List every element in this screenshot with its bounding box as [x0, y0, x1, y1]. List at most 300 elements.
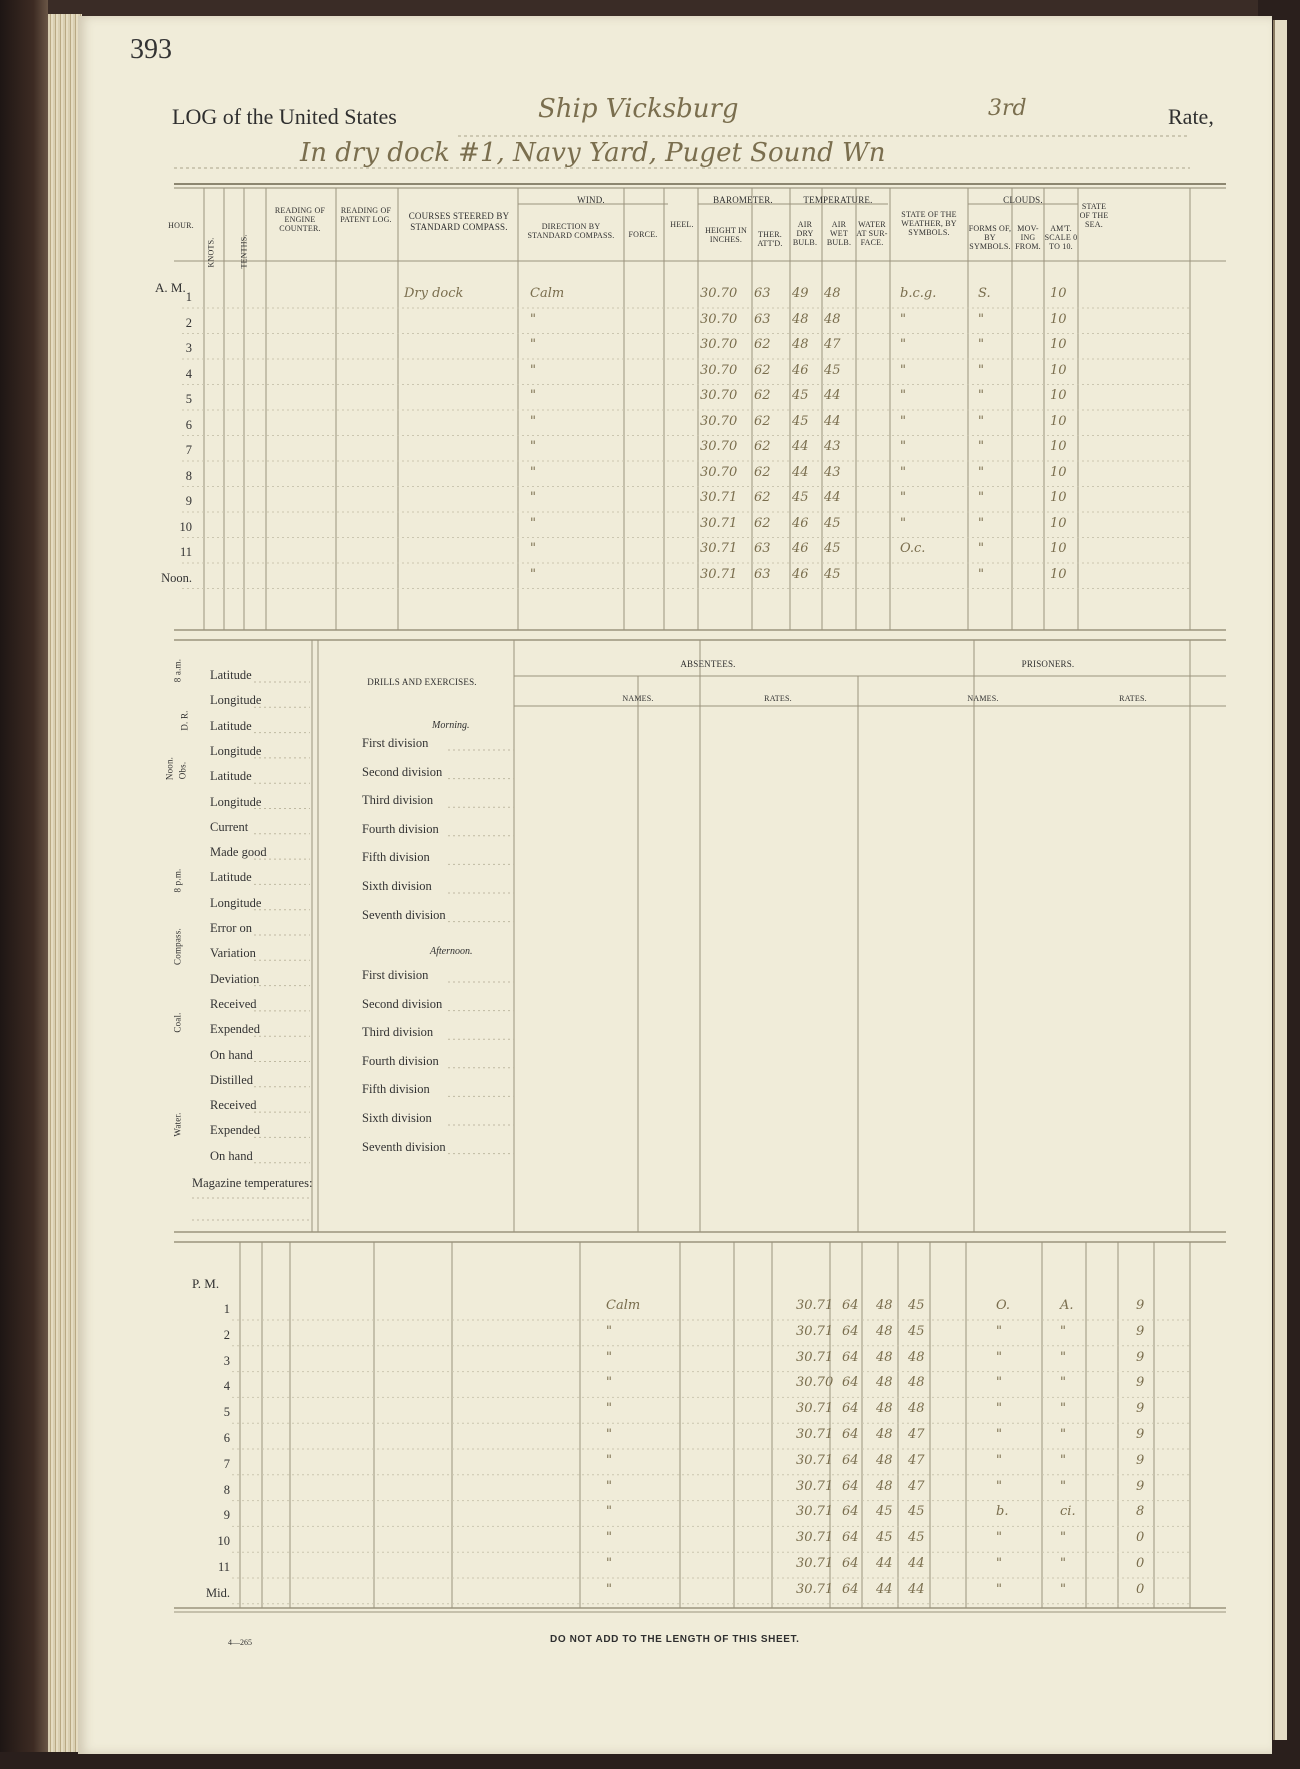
am-baro-ther: 63: [754, 541, 771, 556]
am-baro-ther: 62: [754, 362, 771, 378]
pm-cloud-forms: ": [1060, 1478, 1066, 1494]
pm-baro-height: 30.71: [796, 1452, 834, 1468]
am-air-dry: 46: [792, 362, 809, 378]
nav-label: Latitude: [210, 870, 252, 885]
pm-cloud-amount: 9: [1136, 1323, 1145, 1339]
pm-air-dry: 48: [876, 1375, 893, 1391]
pm-wind: ": [606, 1530, 612, 1546]
am-baro-ther: 63: [754, 311, 771, 327]
pm-baro-height: 30.71: [796, 1478, 834, 1494]
am-cloud-forms: ": [978, 311, 984, 327]
am-wind: Calm: [530, 286, 565, 301]
am-cloud-forms: ": [978, 515, 984, 531]
am-weather: ": [900, 439, 906, 454]
pm-wind: Calm: [606, 1298, 641, 1313]
pm-weather: ": [996, 1530, 1002, 1546]
am-cloud-amount: 10: [1050, 388, 1067, 403]
group-obs: Obs.: [177, 761, 188, 780]
pm-air-dry: 45: [876, 1504, 893, 1520]
am-weather: ": [900, 413, 906, 429]
am-baro-height: 30.70: [700, 337, 738, 352]
am-cloud-forms: ": [978, 413, 984, 429]
log-title: LOG of the United States: [172, 104, 397, 129]
pm-baro-ther: 64: [842, 1401, 859, 1417]
pm-hour: 3: [223, 1353, 230, 1368]
col-patent-log: READING OF PATENT LOG.: [340, 206, 392, 224]
morning-division: Fourth division: [362, 821, 439, 836]
pm-air-wet: 47: [908, 1478, 925, 1494]
pm-wind: ": [606, 1427, 612, 1442]
pm-cloud-amount: 9: [1136, 1427, 1145, 1442]
col-courses: COURSES STEERED BY STANDARD COMPASS.: [408, 211, 510, 232]
am-baro-ther: 62: [754, 490, 771, 505]
am-baro-height: 30.71: [700, 490, 738, 505]
pm-baro-ther: 64: [842, 1323, 859, 1339]
col-engine-counter: READING OF ENGINE COUNTER.: [274, 206, 326, 233]
absentees-header: ABSENTEES.: [680, 659, 736, 669]
am-baro-height: 30.70: [700, 311, 738, 327]
am-cloud-amount: 10: [1050, 286, 1067, 301]
pm-wind: ": [606, 1452, 612, 1468]
am-air-dry: 45: [792, 490, 809, 505]
am-air-wet: 44: [824, 413, 841, 429]
am-cloud-forms: S.: [978, 286, 991, 301]
pm-baro-ther: 64: [842, 1349, 859, 1365]
pm-baro-height: 30.71: [796, 1556, 834, 1571]
pm-baro-ther: 64: [842, 1504, 859, 1520]
col-clouds: CLOUDS.: [1003, 195, 1043, 205]
am-air-wet: 44: [824, 490, 841, 505]
pm-weather: ": [996, 1375, 1002, 1391]
pm-wind: ": [606, 1375, 612, 1391]
am-baro-height: 30.70: [700, 413, 738, 429]
am-cloud-amount: 10: [1050, 311, 1067, 327]
col-air-wet: AIR WET BULB.: [826, 220, 852, 247]
am-air-wet: 43: [824, 464, 841, 480]
pm-air-dry: 48: [876, 1298, 893, 1313]
prisoners-rates: RATES.: [1119, 694, 1147, 703]
log-sheet: [78, 16, 1272, 1754]
am-baro-height: 30.70: [700, 464, 738, 480]
am-hour: 4: [185, 366, 192, 381]
pm-baro-height: 30.70: [796, 1375, 834, 1391]
morning-division: First division: [362, 736, 429, 750]
pm-cloud-amount: 9: [1136, 1478, 1145, 1494]
nav-label: On hand: [210, 1148, 253, 1163]
am-baro-ther: 62: [754, 337, 771, 352]
am-baro-ther: 63: [754, 286, 771, 301]
pm-cloud-forms: ": [1060, 1349, 1066, 1365]
am-air-wet: 45: [824, 362, 841, 378]
am-baro-height: 30.70: [700, 362, 738, 378]
pm-air-wet: 44: [908, 1556, 925, 1571]
pm-air-wet: 44: [908, 1581, 925, 1597]
pm-baro-height: 30.71: [796, 1581, 834, 1597]
morning-division: Second division: [362, 764, 443, 779]
am-wind: ": [530, 388, 536, 403]
am-wind: ": [530, 464, 536, 480]
am-weather: ": [900, 490, 906, 505]
am-cloud-forms: ": [978, 337, 984, 352]
group-compass: Compass.: [172, 928, 183, 965]
nav-label: Received: [210, 996, 257, 1011]
col-wind-direction: DIRECTION BY STANDARD COMPASS.: [527, 222, 615, 240]
am-cloud-forms: ": [978, 388, 984, 403]
pm-weather: O.: [996, 1298, 1011, 1313]
col-baro-height: HEIGHT IN INCHES.: [705, 226, 747, 244]
nav-label: Latitude: [210, 718, 252, 733]
pm-air-dry: 48: [876, 1452, 893, 1468]
pm-hour: 10: [217, 1534, 230, 1549]
magazine-temperatures: Magazine temperatures:: [192, 1176, 313, 1190]
afternoon-division: Third division: [362, 1025, 434, 1040]
nav-label: Longitude: [210, 895, 262, 910]
pm-wind: ": [606, 1401, 612, 1417]
pm-cloud-forms: ": [1060, 1581, 1066, 1597]
col-knots: KNOTS.: [206, 237, 216, 268]
bottom-background: [0, 1752, 1300, 1769]
col-cloud-amount: AM'T. SCALE 0 TO 10.: [1044, 224, 1078, 251]
am-baro-height: 30.70: [700, 286, 738, 301]
pm-baro-ther: 64: [842, 1298, 859, 1313]
am-baro-height: 30.71: [700, 515, 738, 531]
am-cloud-amount: 10: [1050, 439, 1067, 454]
pm-air-dry: 48: [876, 1349, 893, 1365]
pm-cloud-forms: ": [1060, 1530, 1066, 1546]
am-air-dry: 48: [792, 311, 809, 327]
nav-label: Variation: [210, 946, 256, 961]
pm-baro-ther: 64: [842, 1427, 859, 1442]
col-cloud-forms: FORMS OF, BY SYMBOLS.: [968, 224, 1012, 251]
am-weather: ": [900, 388, 906, 403]
group-water: Water.: [172, 1112, 183, 1137]
pm-air-dry: 48: [876, 1478, 893, 1494]
pm-baro-height: 30.71: [796, 1530, 834, 1546]
pm-air-wet: 45: [908, 1530, 925, 1546]
prisoners-names: NAMES.: [967, 694, 999, 703]
pm-weather: ": [996, 1349, 1002, 1365]
am-hour: 3: [185, 341, 192, 355]
pm-air-wet: 47: [908, 1427, 925, 1442]
morning-label: Morning.: [432, 720, 470, 731]
rate-label: Rate,: [1168, 104, 1214, 129]
pm-wind: ": [606, 1478, 612, 1494]
morning-division: Seventh division: [362, 907, 446, 922]
am-cloud-amount: 10: [1050, 362, 1067, 378]
pm-hour: Mid.: [206, 1585, 230, 1600]
pm-hour: 2: [223, 1327, 230, 1342]
pm-baro-height: 30.71: [796, 1298, 834, 1313]
pm-air-dry: 44: [876, 1556, 893, 1571]
col-wind: WIND.: [577, 195, 605, 205]
drills-header: DRILLS AND EXERCISES.: [367, 677, 477, 687]
nav-label: Received: [210, 1098, 257, 1113]
pm-cloud-forms: ": [1060, 1556, 1066, 1571]
pm-air-wet: 45: [908, 1323, 925, 1339]
am-cloud-amount: 10: [1050, 413, 1067, 429]
am-cloud-amount: 10: [1050, 337, 1067, 352]
vessel-rate: 3rd: [988, 96, 1027, 121]
pm-baro-ther: 64: [842, 1581, 859, 1597]
am-wind: ": [530, 439, 536, 454]
pm-baro-height: 30.71: [796, 1323, 834, 1339]
nav-label: Expended: [210, 1022, 260, 1037]
am-air-wet: 44: [824, 388, 841, 403]
am-air-dry: 45: [792, 413, 809, 429]
afternoon-division: Seventh division: [362, 1139, 446, 1154]
pm-hour: 8: [223, 1482, 230, 1497]
page-edges: [48, 14, 82, 1752]
am-baro-height: 30.70: [700, 388, 738, 403]
pm-hour: 4: [223, 1379, 230, 1394]
am-weather: O.c.: [900, 541, 926, 556]
nav-label: Deviation: [210, 971, 260, 986]
am-cloud-forms: ": [978, 566, 984, 582]
morning-division: Third division: [362, 793, 434, 808]
pm-cloud-forms: ": [1060, 1427, 1066, 1442]
am-hour: 6: [185, 417, 192, 432]
page-number: 393: [130, 34, 172, 65]
length-notice: DO NOT ADD TO THE LENGTH OF THIS SHEET.: [550, 1634, 800, 1645]
pm-baro-ther: 64: [842, 1478, 859, 1494]
col-barometer: BAROMETER.: [713, 195, 773, 205]
pm-cloud-amount: 9: [1136, 1375, 1145, 1391]
col-cloud-moving: MOV-ING FROM.: [1015, 224, 1041, 251]
pm-cloud-amount: 9: [1136, 1349, 1145, 1365]
pm-air-wet: 48: [908, 1349, 925, 1365]
am-air-dry: 46: [792, 566, 809, 582]
prisoners-header: PRISONERS.: [1021, 659, 1075, 669]
pm-cloud-amount: 9: [1136, 1298, 1145, 1313]
am-weather: ": [900, 337, 906, 352]
pm-air-wet: 48: [908, 1375, 925, 1391]
pm-hour: 6: [223, 1431, 230, 1445]
am-baro-ther: 62: [754, 464, 771, 480]
am-weather: ": [900, 515, 906, 531]
pm-cloud-amount: 0: [1136, 1581, 1145, 1597]
pm-baro-ther: 64: [842, 1530, 859, 1546]
pm-wind: ": [606, 1349, 612, 1365]
col-water-surface: WATER AT SUR-FACE.: [856, 220, 888, 247]
am-hour: 2: [185, 315, 192, 330]
pm-baro-ther: 64: [842, 1556, 859, 1571]
am-hour: 7: [185, 443, 192, 457]
col-hour: HOUR.: [168, 221, 194, 230]
group-coal: Coal.: [172, 1012, 183, 1033]
afternoon-division: First division: [362, 968, 429, 982]
nav-label: Latitude: [210, 668, 252, 682]
pm-hour: 11: [217, 1560, 230, 1574]
pm-air-wet: 48: [908, 1401, 925, 1417]
am-air-wet: 48: [824, 311, 841, 327]
am-weather: ": [900, 311, 906, 327]
am-air-wet: 48: [824, 286, 841, 301]
am-cloud-forms: ": [978, 541, 984, 556]
pm-label: P. M.: [192, 1276, 220, 1291]
nav-label: Longitude: [210, 794, 262, 809]
group-pm8: 8 p.m.: [172, 868, 183, 893]
absentees-names: NAMES.: [622, 694, 654, 703]
pm-cloud-forms: ": [1060, 1323, 1066, 1339]
pm-air-wet: 47: [908, 1452, 925, 1468]
morning-division: Sixth division: [362, 879, 432, 893]
col-heel: HEEL.: [670, 220, 694, 229]
pm-baro-height: 30.71: [796, 1504, 834, 1520]
nav-label: Current: [210, 819, 249, 834]
am-baro-ther: 62: [754, 388, 771, 403]
am-hour: 5: [185, 392, 192, 406]
pm-baro-height: 30.71: [796, 1349, 834, 1365]
pm-air-dry: 48: [876, 1427, 893, 1442]
pm-wind: ": [606, 1323, 612, 1339]
afternoon-label: Afternoon.: [430, 946, 473, 957]
am-hour: 9: [185, 494, 192, 508]
pm-hour: 5: [223, 1405, 230, 1420]
am-hour: 11: [179, 545, 192, 559]
am-hour: Noon.: [161, 570, 192, 585]
nav-label: Longitude: [210, 693, 262, 708]
am-cloud-amount: 10: [1050, 490, 1067, 505]
nav-label: Error on: [210, 921, 252, 935]
am-baro-height: 30.71: [700, 541, 738, 556]
pm-weather: ": [996, 1401, 1002, 1417]
am-air-dry: 48: [792, 337, 809, 352]
am-wind: ": [530, 541, 536, 556]
afternoon-division: Sixth division: [362, 1111, 432, 1125]
vessel-location: In dry dock #1, Navy Yard, Puget Sound Wn: [300, 138, 886, 168]
am-cloud-forms: ": [978, 362, 984, 378]
facing-page-edge: [1273, 20, 1287, 1740]
am-air-dry: 46: [792, 515, 809, 531]
pm-cloud-amount: 0: [1136, 1530, 1145, 1546]
am-weather: ": [900, 464, 906, 480]
am-cloud-amount: 10: [1050, 464, 1067, 480]
am-wind: ": [530, 515, 536, 531]
col-sea: STATE OF THE SEA.: [1079, 202, 1109, 229]
am-label: A. M.: [155, 280, 186, 295]
pm-wind: ": [606, 1504, 612, 1520]
book-binding-shadow: [0, 0, 48, 1769]
am-course: Dry dock: [404, 286, 464, 301]
pm-hour: 7: [223, 1456, 230, 1471]
pm-cloud-forms: ": [1060, 1375, 1066, 1391]
pm-cloud-amount: 0: [1136, 1556, 1145, 1571]
pm-cloud-forms: ": [1060, 1452, 1066, 1468]
am-hour: 8: [185, 468, 192, 483]
am-cloud-amount: 10: [1050, 541, 1067, 556]
am-air-dry: 44: [792, 464, 809, 480]
am-weather: ": [900, 362, 906, 378]
col-temperature: TEMPERATURE.: [803, 195, 873, 205]
am-cloud-amount: 10: [1050, 566, 1067, 582]
pm-cloud-amount: 9: [1136, 1401, 1145, 1417]
am-baro-ther: 62: [754, 413, 771, 429]
am-baro-height: 30.70: [700, 439, 738, 454]
col-wind-force: FORCE.: [628, 230, 658, 239]
am-air-dry: 46: [792, 541, 809, 556]
am-air-wet: 43: [824, 439, 841, 454]
am-air-wet: 45: [824, 566, 841, 582]
afternoon-division: Fifth division: [362, 1082, 430, 1097]
am-baro-ther: 62: [754, 515, 771, 531]
group-am8: 8 a.m.: [172, 658, 183, 683]
am-air-dry: 45: [792, 388, 809, 403]
am-hour: 1: [185, 290, 192, 304]
pm-cloud-amount: 9: [1136, 1452, 1145, 1468]
pm-cloud-forms: ci.: [1060, 1504, 1076, 1520]
pm-air-dry: 45: [876, 1530, 893, 1546]
form-number: 4—265: [228, 1638, 252, 1647]
nav-label: Expended: [210, 1123, 260, 1138]
pm-air-wet: 45: [908, 1504, 925, 1520]
pm-baro-ther: 64: [842, 1375, 859, 1391]
pm-air-wet: 45: [908, 1298, 925, 1313]
pm-cloud-forms: A.: [1060, 1298, 1074, 1313]
am-cloud-amount: 10: [1050, 515, 1067, 531]
am-baro-ther: 62: [754, 439, 771, 454]
col-baro-ther: THER. ATT'D.: [757, 230, 783, 248]
pm-weather: ": [996, 1452, 1002, 1468]
pm-wind: ": [606, 1556, 612, 1571]
afternoon-division: Fourth division: [362, 1053, 439, 1068]
am-wind: ": [530, 566, 536, 582]
group-dr: D. R.: [179, 710, 190, 731]
morning-division: Fifth division: [362, 850, 430, 865]
am-air-dry: 49: [792, 286, 809, 301]
am-wind: ": [530, 413, 536, 429]
col-air-dry: AIR DRY BULB.: [792, 220, 818, 247]
pm-hour: 1: [223, 1302, 230, 1316]
col-tenths: TENTHS.: [239, 234, 249, 269]
table-rules: [78, 16, 1272, 1754]
am-wind: ": [530, 362, 536, 378]
pm-weather: ": [996, 1556, 1002, 1571]
am-cloud-forms: ": [978, 490, 984, 505]
pm-weather: ": [996, 1478, 1002, 1494]
pm-baro-height: 30.71: [796, 1427, 834, 1442]
am-wind: ": [530, 337, 536, 352]
pm-cloud-forms: ": [1060, 1401, 1066, 1417]
pm-weather: ": [996, 1427, 1002, 1442]
pm-cloud-amount: 8: [1136, 1504, 1145, 1520]
nav-label: On hand: [210, 1047, 253, 1062]
am-cloud-forms: ": [978, 439, 984, 454]
pm-air-dry: 48: [876, 1401, 893, 1417]
pm-hour: 9: [223, 1508, 230, 1523]
am-air-dry: 44: [792, 439, 809, 454]
am-wind: ": [530, 490, 536, 505]
pm-air-dry: 44: [876, 1581, 893, 1597]
am-air-wet: 45: [824, 541, 841, 556]
nav-label: Made good: [210, 845, 267, 860]
am-air-wet: 45: [824, 515, 841, 531]
am-hour: 10: [179, 519, 192, 534]
am-cloud-forms: ": [978, 464, 984, 480]
vessel-name: Ship Vicksburg: [538, 94, 739, 124]
nav-label: Longitude: [210, 743, 262, 758]
pm-weather: b.: [996, 1504, 1009, 1520]
pm-air-dry: 48: [876, 1323, 893, 1339]
am-air-wet: 47: [824, 337, 841, 352]
afternoon-division: Second division: [362, 996, 443, 1011]
am-weather: b.c.g.: [900, 286, 937, 301]
group-noon: Noon.: [164, 756, 175, 781]
pm-baro-ther: 64: [842, 1452, 859, 1468]
pm-weather: ": [996, 1323, 1002, 1339]
am-baro-ther: 63: [754, 566, 771, 582]
col-weather: STATE OF THE WEATHER, BY SYMBOLS.: [901, 210, 957, 237]
pm-weather: ": [996, 1581, 1002, 1597]
